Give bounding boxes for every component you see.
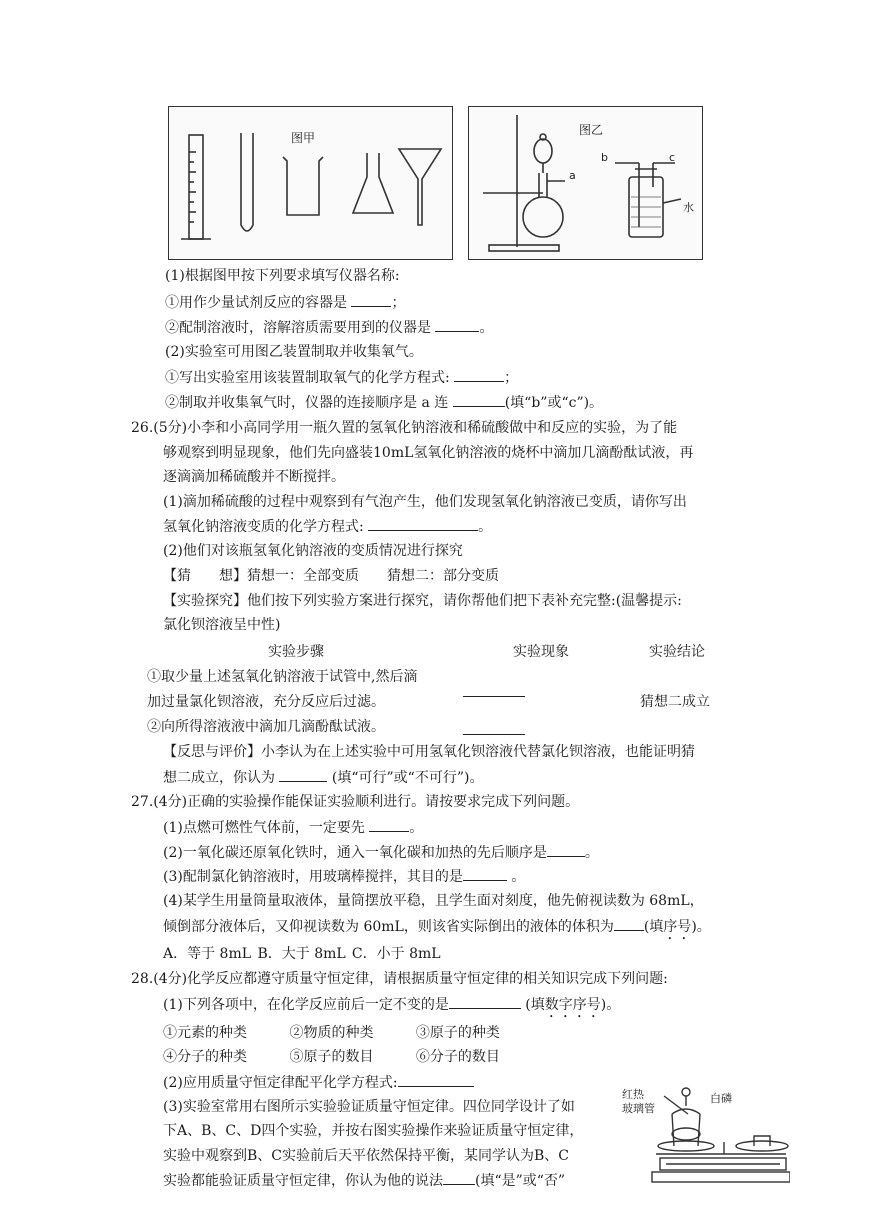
balance-scale-icon: [616, 1084, 790, 1188]
q25-part1-a: ①用作少量试剂反应的容器是 ；: [165, 292, 405, 313]
q27-part4-2: 倾倒部分液体后，又仰视读数为 60mL，则该省实际倒出的液体的体积为 (填序号)。: [163, 916, 711, 943]
answer-blank[interactable]: [279, 767, 327, 782]
funnel-icon: [399, 149, 441, 225]
balance-figure: [616, 1084, 790, 1188]
answer-blank[interactable]: [453, 392, 505, 407]
option-c[interactable]: C．小于 8mL: [351, 946, 441, 962]
item-1: ①元素的种类: [163, 1025, 247, 1041]
answer-blank[interactable]: [454, 367, 504, 382]
q25-part2-a: ①写出实验室用该装置制取氧气的化学方程式: ；: [165, 367, 518, 388]
q25-part1-b: ②配制溶液时，溶解溶质需要用到的仪器是 。: [165, 317, 493, 338]
q26-reflect-2: 想二成立，你认为 (填“可行”或“不可行”)。: [163, 767, 483, 788]
q25-part2: (2)实验室可用图乙装置制取并收集氧气。: [165, 344, 423, 360]
q26-intro-1: 26.(5分)小李和小高同学用一瓶久置的氢氧化钠溶液和稀硫酸做中和反应的实验，为了能: [131, 420, 678, 436]
question-number: 27.: [131, 794, 154, 810]
answer-blank[interactable]: [351, 292, 391, 307]
answer-blank[interactable]: [435, 317, 479, 332]
q26-part1-1: (1)滴加稀硫酸的过程中观察到有气泡产生，他们发现氢氧化钠溶液已变质，请你写出: [163, 494, 687, 510]
q26-intro-2: 够观察到明显现象，他们先向盛装10mL氢氧化钠溶液的烧杯中滴加几滴酚酞试液，再: [163, 445, 694, 461]
label-red-hot-2: 玻璃管: [622, 1102, 655, 1115]
table-conclusion: 猜想二成立: [640, 694, 710, 710]
option-b[interactable]: B．大于 8mL: [257, 946, 346, 962]
phenomenon-blank[interactable]: [463, 720, 525, 735]
q28-part1: (1)下列各项中，在化学反应前后一定不变的是 (填数字序号)。: [163, 994, 620, 1021]
test-tube-icon: [241, 133, 253, 231]
label-b: b: [601, 151, 608, 164]
answer-blank[interactable]: [463, 866, 507, 881]
q28-part3-1: (3)实验室常用右图所示实验验证质量守恒定律。四位同学设计了如: [163, 1099, 575, 1115]
q28-items-row2: [163, 1047, 500, 1067]
q28-items-row1: [163, 1023, 500, 1043]
q25-part2-b: ②制取并收集氧气时，仪器的连接顺序是 a 连 (填“b”或“c”)。: [165, 392, 603, 413]
q27-part1: (1)点燃可燃性气体前，一定要先 。: [163, 817, 423, 838]
lab-apparatus-icon: [169, 107, 452, 259]
q27-intro: 27.(4分)正确的实验操作能保证实验顺利进行。请按要求完成下列问题。: [131, 794, 580, 810]
q26-explore-1: 【实验探究】他们按下列实验方案进行探究，请你帮他们把下表补充完整:(温馨提示:: [163, 593, 682, 609]
answer-blank[interactable]: [449, 994, 521, 1009]
figure-yi: [468, 106, 703, 260]
label-a: a: [569, 169, 576, 182]
q28-intro: 28.(4分)化学反应都遵守质量守恒定律，请根据质量守恒定律的相关知识完成下列问题:: [131, 971, 668, 987]
q28-part3-2: 下A、B、C、D四个实验，并按右图实验操作来验证质量守恒定律，: [163, 1123, 584, 1139]
q26-explore-2: 氯化钡溶液呈中性): [163, 617, 281, 633]
table-header-phenomenon: 实验现象: [513, 644, 569, 660]
figure-jia: [168, 106, 453, 260]
item-5: ⑤原子的数目: [289, 1049, 374, 1065]
answer-blank[interactable]: [368, 516, 478, 531]
answer-blank[interactable]: [443, 1170, 475, 1185]
q27-part2: (2)一氧化碳还原氧化铁时，通入一氧化碳和加热的先后顺序是 。: [163, 842, 599, 863]
q26-intro-3: 逐滴滴加稀硫酸并不断搅拌。: [163, 469, 345, 485]
table-step2: ②向所得溶液液中滴加几滴酚酞试液。: [147, 719, 385, 735]
answer-blank[interactable]: [614, 916, 644, 931]
question-number: 26.: [131, 420, 154, 436]
q26-reflect-1: 【反思与评价】小李认为在上述实验中可用氢氧化钡溶液代替氯化钡溶液，也能证明猜: [163, 744, 695, 760]
q28-part2: (2)应用质量守恒定律配平化学方程式:: [163, 1072, 474, 1093]
figure-jia-title: 图甲: [291, 131, 316, 145]
q27-options: [163, 944, 441, 964]
answer-blank[interactable]: [398, 1072, 474, 1087]
q28-part3-4: 实验都能验证质量守恒定律，你认为他的说法 (填“是”或“否”: [163, 1170, 565, 1191]
conical-flask-icon: [353, 153, 393, 213]
gas-apparatus-icon: [469, 107, 702, 259]
label-white-phosphorus: 白磷: [710, 1092, 732, 1105]
table-step1-a: ①取少量上述氢氧化钠溶液于试管中,然后滴: [147, 669, 418, 685]
q26-part1-2: 氢氧化钠溶液变质的化学方程式: 。: [163, 516, 492, 537]
answer-blank[interactable]: [547, 842, 585, 857]
q26-part2: (2)他们对该瓶氢氧化钠溶液的变质情况进行探究: [163, 543, 463, 559]
option-a[interactable]: A．等于 8mL: [163, 946, 252, 962]
figure-yi-title: 图乙: [579, 123, 604, 137]
table-step1-b: 加过量氯化钡溶液，充分反应后过滤。: [147, 694, 385, 710]
q25-part1: (1)根据图甲按下列要求填写仪器名称:: [165, 268, 400, 284]
q26-guess: 【猜 想】猜想一：全部变质 猜想二：部分变质: [163, 568, 499, 584]
q27-part3: (3)配制氯化钠溶液时，用玻璃棒搅拌，其目的是 。: [163, 866, 525, 887]
item-4: ④分子的种类: [163, 1049, 247, 1065]
q28-part3-3: 实验中观察到B、C实验前后天平依然保持平衡，某同学认为B、C: [163, 1148, 569, 1164]
phenomenon-blank[interactable]: [463, 682, 525, 697]
beaker-icon: [283, 157, 323, 215]
table-header-step: 实验步骤: [268, 644, 324, 660]
answer-blank[interactable]: [369, 817, 409, 832]
item-6: ⑥分子的数目: [415, 1049, 500, 1065]
graduated-cylinder-icon: [181, 135, 211, 239]
label-red-hot-1: 红热: [622, 1088, 644, 1101]
question-number: 28.: [131, 971, 154, 987]
label-c: c: [669, 151, 676, 164]
table-header-conclusion: 实验结论: [649, 644, 705, 660]
label-water: 水: [683, 201, 694, 214]
q27-part4-1: (4)某学生用量筒量取液体，量筒摆放平稳，且学生面对刻度，他先俯视读数为 68mL，: [163, 893, 704, 909]
item-3: ③原子的种类: [415, 1025, 500, 1041]
item-2: ②物质的种类: [289, 1025, 374, 1041]
